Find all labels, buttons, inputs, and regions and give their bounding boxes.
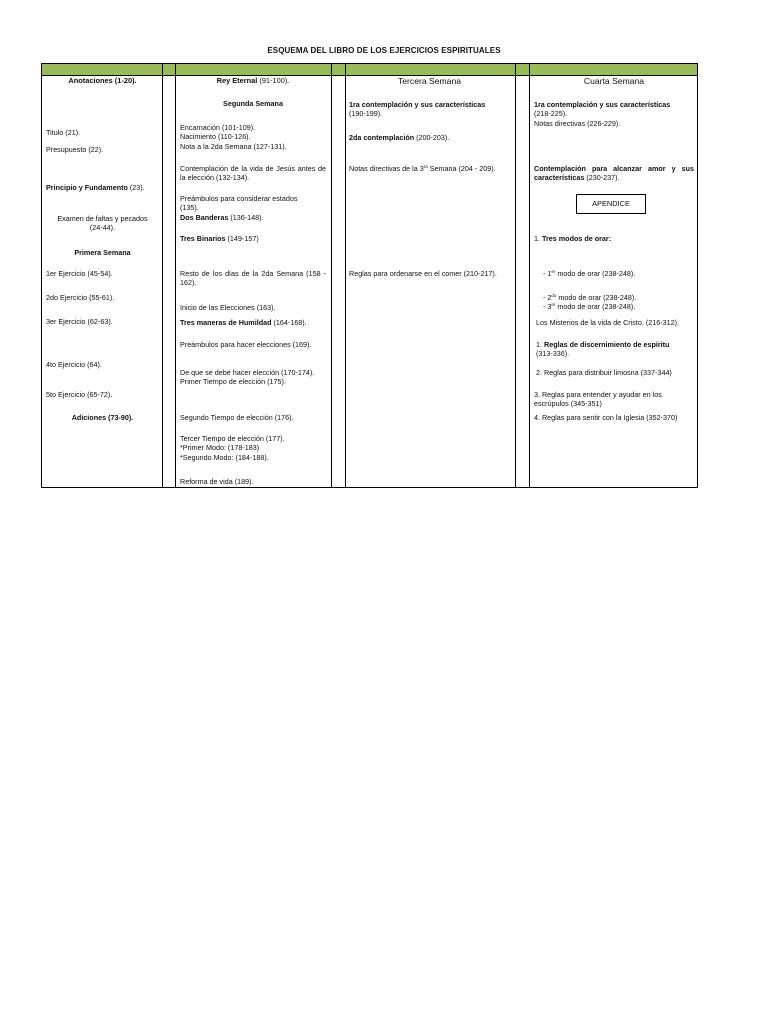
entry-text: - 3 [543, 302, 552, 312]
entry-line: *Segundo Modo: (184-188). [180, 452, 269, 462]
superscript: do [551, 293, 557, 298]
entry: 2. Reglas para distribuir limosna (337-344) [536, 368, 672, 377]
entry [180, 368, 326, 387]
entry-line: (313-336). [536, 349, 570, 359]
entry [46, 214, 159, 233]
entry-line: Tercer Tiempo de elección (177). [180, 434, 285, 443]
entry [534, 269, 694, 278]
entry [349, 164, 510, 173]
entry-text: Notas directivas de la 3 [349, 164, 424, 173]
section-heading: Primera Semana [74, 248, 131, 257]
entry [180, 123, 326, 151]
entry-text: modo de orar (238-248). [555, 302, 636, 312]
column-segunda-semana [180, 64, 326, 487]
entry [349, 133, 510, 142]
entry-bold: Tres maneras de Humildad [180, 318, 272, 327]
entry-line: (24-44). [89, 223, 116, 233]
superscript: er [551, 302, 556, 308]
entry [534, 234, 694, 243]
entry: 5to Ejercicio (65-72). [46, 390, 113, 399]
entry [534, 100, 694, 128]
column-header: Tercera Semana [397, 76, 462, 86]
entry: 3er Ejercicio (62-63). [46, 317, 113, 326]
entry: Segundo Tiempo de elección (176). [180, 413, 294, 422]
entry: Los Misterios de la vida de Cristo. (216-312). [536, 318, 680, 327]
entry-text: (149-157) [225, 234, 259, 243]
column-divider [345, 64, 346, 487]
entry-bold: Dos Banderas [180, 212, 229, 222]
entry [180, 318, 326, 327]
entry-line: Preámbulos para considerar estados [180, 194, 298, 203]
entry-line: Nota a la 2da Semana (127-131). [180, 141, 287, 151]
entry [46, 183, 159, 192]
entry-text: - 1 [543, 269, 552, 278]
entry-text: (230-237). [584, 173, 620, 183]
entry-line: De que se debe hacer elección (170-174). [180, 368, 315, 377]
entry: Reforma de vida (189). [180, 477, 254, 486]
entry-text: modo de orar (238-248). [555, 269, 636, 278]
section-heading: Adiciones (73-90). [71, 413, 134, 422]
entry: 4. Reglas para sentir con la Iglesia (352-370) [534, 413, 678, 422]
entry-text: (136-148). [228, 212, 264, 222]
entry-text: (23). [127, 183, 145, 192]
entry [349, 100, 510, 119]
entry-text: (164-168). [271, 318, 307, 327]
entry [180, 194, 326, 222]
entry-line: (135). [180, 203, 199, 213]
column-divider [331, 64, 332, 487]
entry-line: Examen de faltas y pecados [57, 214, 148, 223]
entry-text: modo de orar (238-248). [556, 293, 637, 302]
entry [534, 340, 694, 359]
outline-table [41, 63, 698, 488]
section-heading: Segunda Semana [223, 99, 283, 108]
entry: Presupuesto (22). [46, 145, 104, 154]
column-tercera-semana [349, 64, 510, 487]
entry-bold: 2da contemplación [349, 133, 415, 142]
entry-line [543, 293, 694, 302]
entry [180, 434, 326, 462]
column-divider [175, 64, 176, 487]
entry-line: Encarnación (101-109). [180, 123, 256, 132]
entry-text: 1. [534, 234, 542, 243]
superscript: er [551, 269, 556, 274]
entry-bold: Tres modos de orar: [542, 234, 612, 243]
entry-line: Primer Tiempo de elección (175). [180, 377, 286, 387]
entry-line: 1ra contemplación y sus características [349, 100, 486, 109]
entry-bold: Reglas de discernimiento de espíritu [544, 340, 670, 349]
entry-text: (200-203). [414, 133, 450, 142]
entry-line: *Primer Modo: (178-183) [180, 443, 260, 453]
apendice-box: APENDICE [576, 194, 646, 214]
entry: Inicio de las Elecciones (163). [180, 303, 276, 312]
column-anotaciones [46, 64, 159, 487]
entry-bold: Principio y Fundamento [46, 183, 128, 192]
entry-line: (190-199). [349, 109, 383, 119]
entry: Resto de los días de la 2da Semana (158 - 162). [180, 269, 326, 288]
entry: 2do Ejercicio (55-61). [46, 293, 115, 302]
entry: Preámbulos para hacer elecciones (169). [180, 340, 312, 349]
entry-line [543, 302, 694, 311]
column-cuarta-semana [534, 64, 694, 487]
entry-text: - 2 [543, 293, 552, 302]
column-divider [515, 64, 516, 487]
entry-line [536, 340, 694, 349]
entry: 4to Ejercicio (64). [46, 360, 102, 369]
superscript: ra [423, 164, 428, 169]
entry [180, 234, 326, 243]
column-divider [162, 64, 163, 487]
entry-line [180, 213, 326, 222]
entry: Titulo (21). [46, 128, 81, 137]
entry-bold: Contemplación para alcanzar amor y sus características [534, 164, 694, 183]
column-header: Cuarta Semana [583, 76, 645, 86]
entry: 3. Reglas para entender y ayudar en los escrúpulos (345-351) [534, 390, 662, 409]
entry: Contemplación de la vida de Jesús antes de la elección (132-134). [180, 164, 326, 183]
entry-line: 1ra contemplación y sus características [534, 100, 671, 109]
entry-text: 1. [536, 340, 544, 349]
column-header: Anotaciones (1-20). [68, 76, 137, 85]
document-title: ESQUEMA DEL LIBRO DE LOS EJERCICIOS ESPIRITUALES [267, 46, 501, 55]
entry-bold: Tres Binarios [180, 234, 226, 243]
entry: 1er Ejercicio (45-54). [46, 269, 113, 278]
entry [534, 293, 694, 312]
entry-line: (218-225). [534, 109, 568, 119]
header-bold: Rey Eternal [216, 76, 258, 85]
entry-text: Semana (204 - 209). [427, 164, 496, 173]
entry [534, 164, 694, 183]
column-header [180, 76, 326, 85]
header-text: (91-100). [257, 76, 290, 85]
entry: Reglas para ordenarse en el comer (210-217). [349, 269, 497, 278]
column-divider [529, 64, 530, 487]
entry-line: Notas directivas (226-229). [534, 118, 621, 128]
entry-line: Nacimiento (110-126). [180, 132, 251, 142]
